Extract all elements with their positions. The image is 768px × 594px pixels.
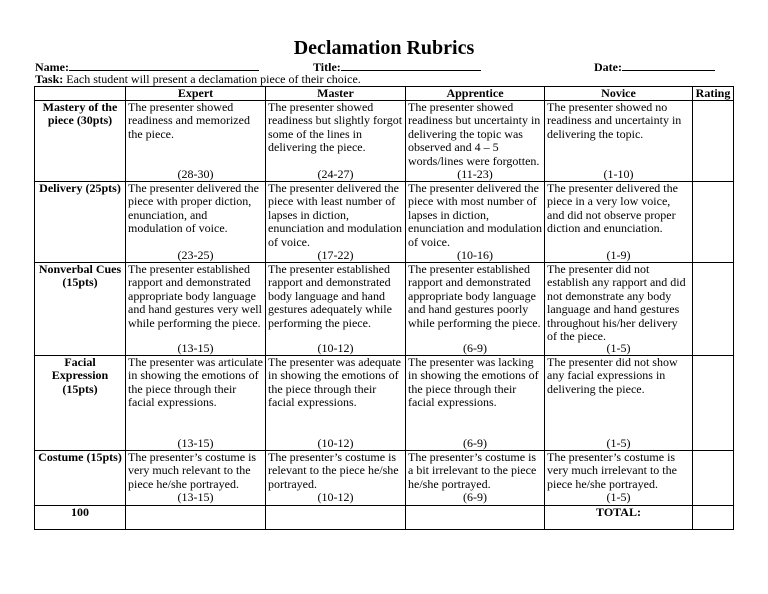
- cell-text: The presenter established rapport and demonstrated appropriate body language and hand gestures very well while performing the piece.: [128, 262, 262, 330]
- cell-costume-apprentice: [406, 451, 545, 506]
- total-empty-master: [266, 505, 406, 529]
- score-range: (1-5): [606, 340, 631, 355]
- criterion-costume: Costume (15pts): [35, 451, 126, 506]
- rubric-table: [34, 86, 734, 530]
- cell-text: The presenter’s costume is a bit irrelevant to the piece he/she portrayed.: [408, 450, 537, 491]
- document-title: Declamation Rubrics: [293, 37, 475, 59]
- cell-text: The presenter showed readiness and memorized the piece.: [128, 100, 250, 141]
- cell-mastery-expert: [126, 101, 266, 182]
- cell-nonverbal-master: [266, 263, 406, 356]
- cell-delivery-expert: [126, 182, 266, 263]
- rubric-row-facial-expression: [35, 356, 734, 451]
- cell-text: The presenter showed readiness but slightly forgot some of the lines in delivering the piece.: [268, 100, 403, 155]
- rubric-row-costume: [35, 451, 734, 506]
- rating-cell-delivery[interactable]: [693, 182, 734, 263]
- cell-delivery-novice: [545, 182, 693, 263]
- cell-text: The presenter delivered the piece in a very low voice, and did not observe proper diction and enunciation.: [547, 181, 678, 236]
- rubric-row-mastery: [35, 101, 734, 182]
- cell-mastery-apprentice: [406, 101, 545, 182]
- task-label: Task:: [35, 72, 64, 86]
- total-rating-cell[interactable]: [693, 505, 734, 529]
- score-range: (24-27): [317, 166, 354, 181]
- score-range: (28-30): [177, 166, 214, 181]
- cell-text: The presenter established rapport and demonstrated appropriate body language and hand gestures poorly while performing the piece.: [408, 262, 541, 330]
- title-label: Title:: [313, 60, 341, 74]
- cell-costume-master: [266, 451, 406, 506]
- total-label: TOTAL:: [545, 505, 693, 529]
- header-expert: Expert: [126, 87, 266, 101]
- header-criterion: [35, 87, 126, 101]
- cell-facial-apprentice: [406, 356, 545, 451]
- score-range: (10-16): [457, 247, 493, 262]
- header-row: [35, 87, 734, 101]
- score-range: (1-10): [603, 166, 634, 181]
- total-empty-apprentice: [406, 505, 545, 529]
- cell-nonverbal-expert: [126, 263, 266, 356]
- cell-nonverbal-novice: [545, 263, 693, 356]
- total-points: 100: [35, 505, 126, 529]
- score-range: (10-12): [317, 340, 354, 355]
- criterion-mastery: Mastery of the piece (30pts): [35, 101, 126, 182]
- cell-text: The presenter did not establish any rapport and did not demonstrate any body language and hand gestures throughout his/her delivery of the piece.: [547, 262, 686, 344]
- criterion-facial-expression: Facial Expression (15pts): [35, 356, 126, 451]
- header-master: Master: [266, 87, 406, 101]
- cell-mastery-master: [266, 101, 406, 182]
- header-apprentice: Apprentice: [406, 87, 545, 101]
- cell-text: The presenter did not show any facial expressions in delivering the piece.: [547, 355, 678, 396]
- date-label: Date:: [594, 60, 622, 74]
- score-range: (13-15): [177, 490, 214, 505]
- score-range: (17-22): [317, 247, 354, 262]
- cell-text: The presenter was articulate in showing the emotions of the piece through their facial expressions.: [128, 355, 263, 410]
- criterion-delivery: Delivery (25pts): [35, 182, 126, 263]
- score-range: (10-12): [317, 435, 354, 450]
- task-text: Each student will present a declamation piece of their choice.: [63, 72, 361, 86]
- total-empty-expert: [126, 505, 266, 529]
- name-label: Name:: [35, 60, 69, 74]
- cell-delivery-apprentice: [406, 182, 545, 263]
- score-range: (1-5): [606, 490, 631, 505]
- score-range: (11-23): [457, 166, 493, 181]
- cell-text: The presenter’s costume is very much irrelevant to the piece he/she portrayed.: [547, 450, 677, 491]
- cell-text: The presenter delivered the piece with proper diction, enunciation, and modulation of voice.: [128, 181, 259, 236]
- cell-mastery-novice: [545, 101, 693, 182]
- score-range: (13-15): [177, 340, 214, 355]
- rating-cell-facial-expression[interactable]: [693, 356, 734, 451]
- header-novice: Novice: [545, 87, 693, 101]
- cell-text: The presenter showed no readiness and uncertainty in delivering the topic.: [547, 100, 682, 141]
- cell-costume-expert: [126, 451, 266, 506]
- score-range: (13-15): [177, 435, 214, 450]
- task-instruction: [35, 72, 361, 86]
- cell-costume-novice: [545, 451, 693, 506]
- rating-cell-nonverbal[interactable]: [693, 263, 734, 356]
- score-range: (1-5): [606, 435, 631, 450]
- cell-facial-expert: [126, 356, 266, 451]
- date-field: [594, 59, 715, 74]
- cell-facial-master: [266, 356, 406, 451]
- cell-text: The presenter’s costume is very much relevant to the piece he/she portrayed.: [128, 450, 257, 491]
- score-range: (23-25): [177, 247, 214, 262]
- cell-text: The presenter showed readiness but uncertainty in delivering the topic was observed and 4 – 5 words/lines were forgotten.: [408, 100, 541, 168]
- rubric-row-delivery: [35, 182, 734, 263]
- cell-text: The presenter’s costume is relevant to the piece he/she portrayed.: [268, 450, 399, 491]
- score-range: (10-12): [317, 490, 354, 505]
- score-range: (6-9): [463, 435, 487, 450]
- rubric-row-nonverbal: [35, 263, 734, 356]
- date-blank-line: [622, 59, 715, 71]
- criterion-nonverbal: Nonverbal Cues (15pts): [35, 263, 126, 356]
- score-range: (1-9): [606, 247, 631, 262]
- cell-delivery-master: [266, 182, 406, 263]
- title-blank-line: [341, 59, 481, 71]
- total-row: [35, 505, 734, 529]
- name-blank-line: [69, 59, 259, 71]
- score-range: (6-9): [463, 490, 487, 505]
- cell-text: The presenter delivered the piece with least number of lapses in diction, enunciation and modulation of voice.: [268, 181, 402, 249]
- cell-text: The presenter was lacking in showing the emotions of the piece through their facial expressions.: [408, 355, 539, 410]
- cell-text: The presenter was adequate in showing the emotions of the piece through their facial expressions.: [268, 355, 401, 410]
- header-rating: Rating: [693, 87, 734, 101]
- rating-cell-costume[interactable]: [693, 451, 734, 506]
- cell-facial-novice: [545, 356, 693, 451]
- cell-nonverbal-apprentice: [406, 263, 545, 356]
- cell-text: The presenter delivered the piece with most number of lapses in diction, enunciation and modulation of voice.: [408, 181, 542, 249]
- score-range: (6-9): [463, 340, 487, 355]
- rating-cell-mastery[interactable]: [693, 101, 734, 182]
- cell-text: The presenter established rapport and demonstrated body language and hand gestures adequately while performing the piece.: [268, 262, 392, 330]
